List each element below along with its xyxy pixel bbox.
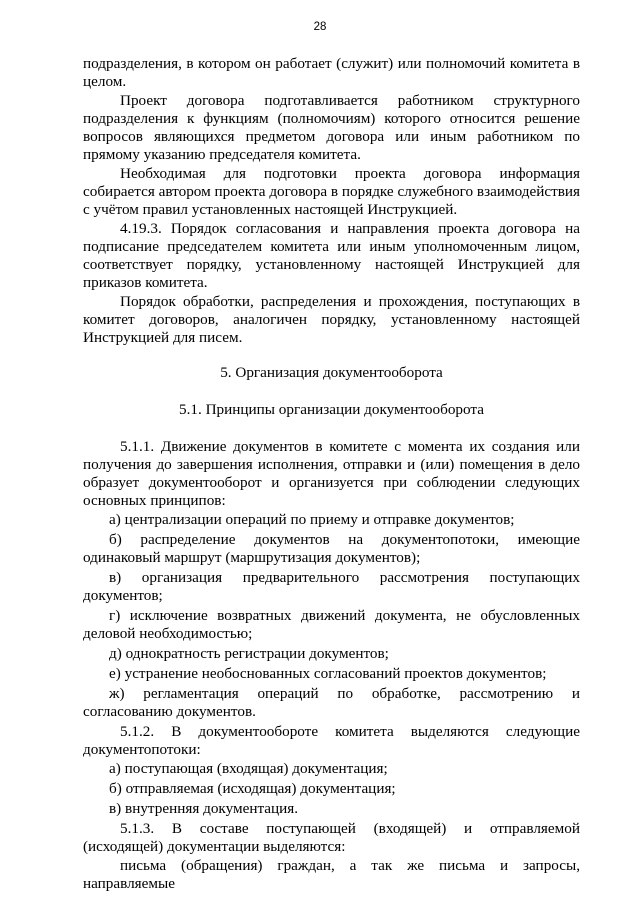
list-item: в) организация предварительного рассмотрения поступающих документов;: [83, 569, 580, 604]
list-item: а) поступающая (входящая) документация;: [109, 760, 388, 777]
spacer: [83, 419, 580, 438]
paragraph: Порядок обработки, распределения и прохождения, поступающих в комитет договоров, аналогичен порядку, установленному настоящей Инструкцией для писем.: [83, 293, 580, 346]
list-item: а) централизации операций по приему и отправке документов;: [109, 511, 515, 528]
paragraph: 4.19.3. Порядок согласования и направления проекта договора на подписание председателем комитета или иным уполномоченным лицом, соответствует порядку, установленному настоящей Инструкцией для приказов комитета.: [83, 220, 580, 291]
page-number: 28: [313, 21, 327, 33]
paragraph-5-1-1: 5.1.1. Движение документов в комитете с момента их создания или получения до завершения исполнения, отправки и (или) помещения в дело образует документооборот и организуется при соблюдении следующих основных принципов:: [83, 438, 580, 509]
document-body: [83, 55, 580, 894]
list-item: б) отправляемая (исходящая) документация;: [109, 780, 396, 797]
paragraph: письма (обращения) граждан, а так же письма и запросы, направляемые: [83, 857, 580, 892]
list-item: д) однократность регистрации документов;: [109, 645, 389, 662]
paragraph: Необходимая для подготовки проекта договора информация собирается автором проекта договора в порядке служебного взаимодействия с учётом правил установленных настоящей Инструкцией.: [83, 165, 580, 218]
list-item: г) исключение возвратных движений документа, не обусловленных деловой необходимостью;: [83, 607, 580, 642]
paragraph-5-1-2: 5.1.2. В документообороте комитета выделяются следующие документопотоки:: [83, 723, 580, 758]
spacer: [83, 348, 580, 364]
subsection-title: 5.1. Принципы организации документооборота: [179, 401, 484, 418]
paragraph-5-1-3: 5.1.3. В составе поступающей (входящей) и отправляемой (исходящей) документации выделяются:: [83, 820, 580, 855]
paragraph: подразделения, в котором он работает (служит) или полномочий комитета в целом.: [83, 55, 580, 90]
section-title: 5. Организация документооборота: [220, 364, 443, 381]
spacer: [83, 382, 580, 401]
paragraph: Проект договора подготавливается работником структурного подразделения к функциям (полномочиям) которого относится решение вопросов являющихся предметом договора или иным работником по прямому указанию председателя комитета.: [83, 92, 580, 163]
list-item: б) распределение документов на документопотоки, имеющие одинаковый маршрут (маршрутизация документов);: [83, 531, 580, 566]
list-item: ж) регламентация операций по обработке, рассмотрению и согласованию документов.: [83, 685, 580, 720]
list-item: в) внутренняя документация.: [109, 800, 299, 817]
list-item: е) устранение необоснованных согласований проектов документов;: [109, 665, 547, 682]
